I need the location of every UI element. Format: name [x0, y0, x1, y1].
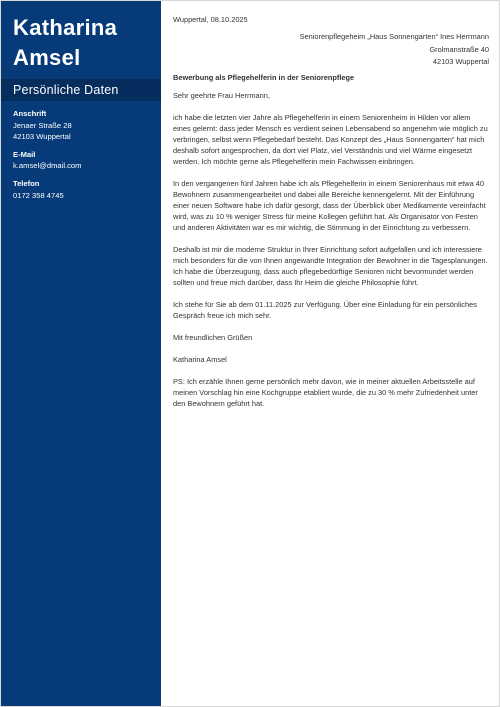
- recipient-line: 42103 Wuppertal: [432, 57, 489, 66]
- phone-value: 0172 358 4745: [13, 191, 64, 200]
- body-paragraph: ich habe die letzten vier Jahre als Pflegehelferin in einem Seniorenheim in Hilden vor allem eines gelernt: dass jeder Mensch es verdient seinen Lebensabend so angenehm wie möglich zu verbringen, selbst wenn Pflegebedarf besteht. Das Konzept des „Haus Sonnengarten“ hat mich deshalb sofort angesprochen, da dort viel Platz, viel Verständnis und viel Wärme eingesetzt werden. Ich möchte gerne als Pflegehelferin mein Fachwissen einbringen.: [173, 113, 488, 166]
- address-city: 42103 Wuppertal: [13, 132, 71, 141]
- phone-label: Telefon: [13, 179, 40, 188]
- email-label: E-Mail: [13, 150, 36, 159]
- closing: Mit freundlichen Grüßen: [173, 333, 253, 342]
- recipient-address: [300, 31, 489, 69]
- applicant-first-name: Katharina: [13, 15, 118, 40]
- applicant-last-name: Amsel: [13, 45, 81, 70]
- recipient-line: Grolmanstraße 40: [429, 44, 489, 54]
- letter-date: Wuppertal, 08.10.2025: [173, 15, 248, 24]
- address-street: Jenaer Straße 28: [13, 121, 72, 130]
- signature: Katharina Amsel: [173, 355, 227, 364]
- body-paragraph: In den vergangenen fünf Jahren habe ich als Pflegehelferin in einem Seniorenhaus mit etwa 40 Bewohnern zusammengearbeitet und dabei alle Bereiche kennengelernt. Mit der Einführung einer neuen Software habe ich dafür gesorgt, dass der Überblick über Medikamente vereinfacht wird, was zu 10 % weniger Stress für meine Kollegen geführt hat. Als Organisator von Festen und anderen Aktivitäten war es mir wichtig, die Stimmung in der Einrichtung zu verbessern.: [173, 179, 486, 232]
- letter-subject: Bewerbung als Pflegehelferin in der Seniorenpflege: [173, 73, 355, 82]
- salutation: Sehr geehrte Frau Herrmann,: [173, 91, 270, 100]
- postscript: PS: Ich erzähle Ihnen gerne persönlich mehr davon, wie in meiner aktuellen Arbeitsstelle auf meinen Vorschlag hin eine Kochgruppe etabliert wurde, die zu 30 % mehr Zufriedenheit unter den Bewohnern geführt hat.: [173, 377, 478, 408]
- body-paragraph: Ich stehe für Sie ab dem 01.11.2025 zur Verfügung. Über eine Einladung für ein persönliches Gespräch freue ich mich sehr.: [173, 300, 477, 320]
- letter-body: [173, 90, 489, 420]
- body-paragraph: Deshalb ist mir die moderne Struktur in Ihrer Einrichtung sofort aufgefallen und ich interessiere mich besonders für die von Ihnen angewandte Integration der Bewohner in die Tagesplanungen. Ich habe die Überzeugung, dass auch pflegebedürftige Senioren nicht bevormundet werden sollten und freue mich darüber, dass Ihr Heim die gleiche Philosophie führt.: [173, 245, 488, 287]
- recipient-line: Seniorenpflegeheim „Haus Sonnengarten“ Ines Herrmann: [299, 32, 489, 41]
- applicant-name: [13, 13, 157, 73]
- sidebar: [1, 1, 161, 707]
- email-value[interactable]: k.amsel@dmail.com: [13, 161, 82, 170]
- personal-data-title: Persönliche Daten: [13, 83, 119, 97]
- address-label: Anschrift: [13, 109, 47, 118]
